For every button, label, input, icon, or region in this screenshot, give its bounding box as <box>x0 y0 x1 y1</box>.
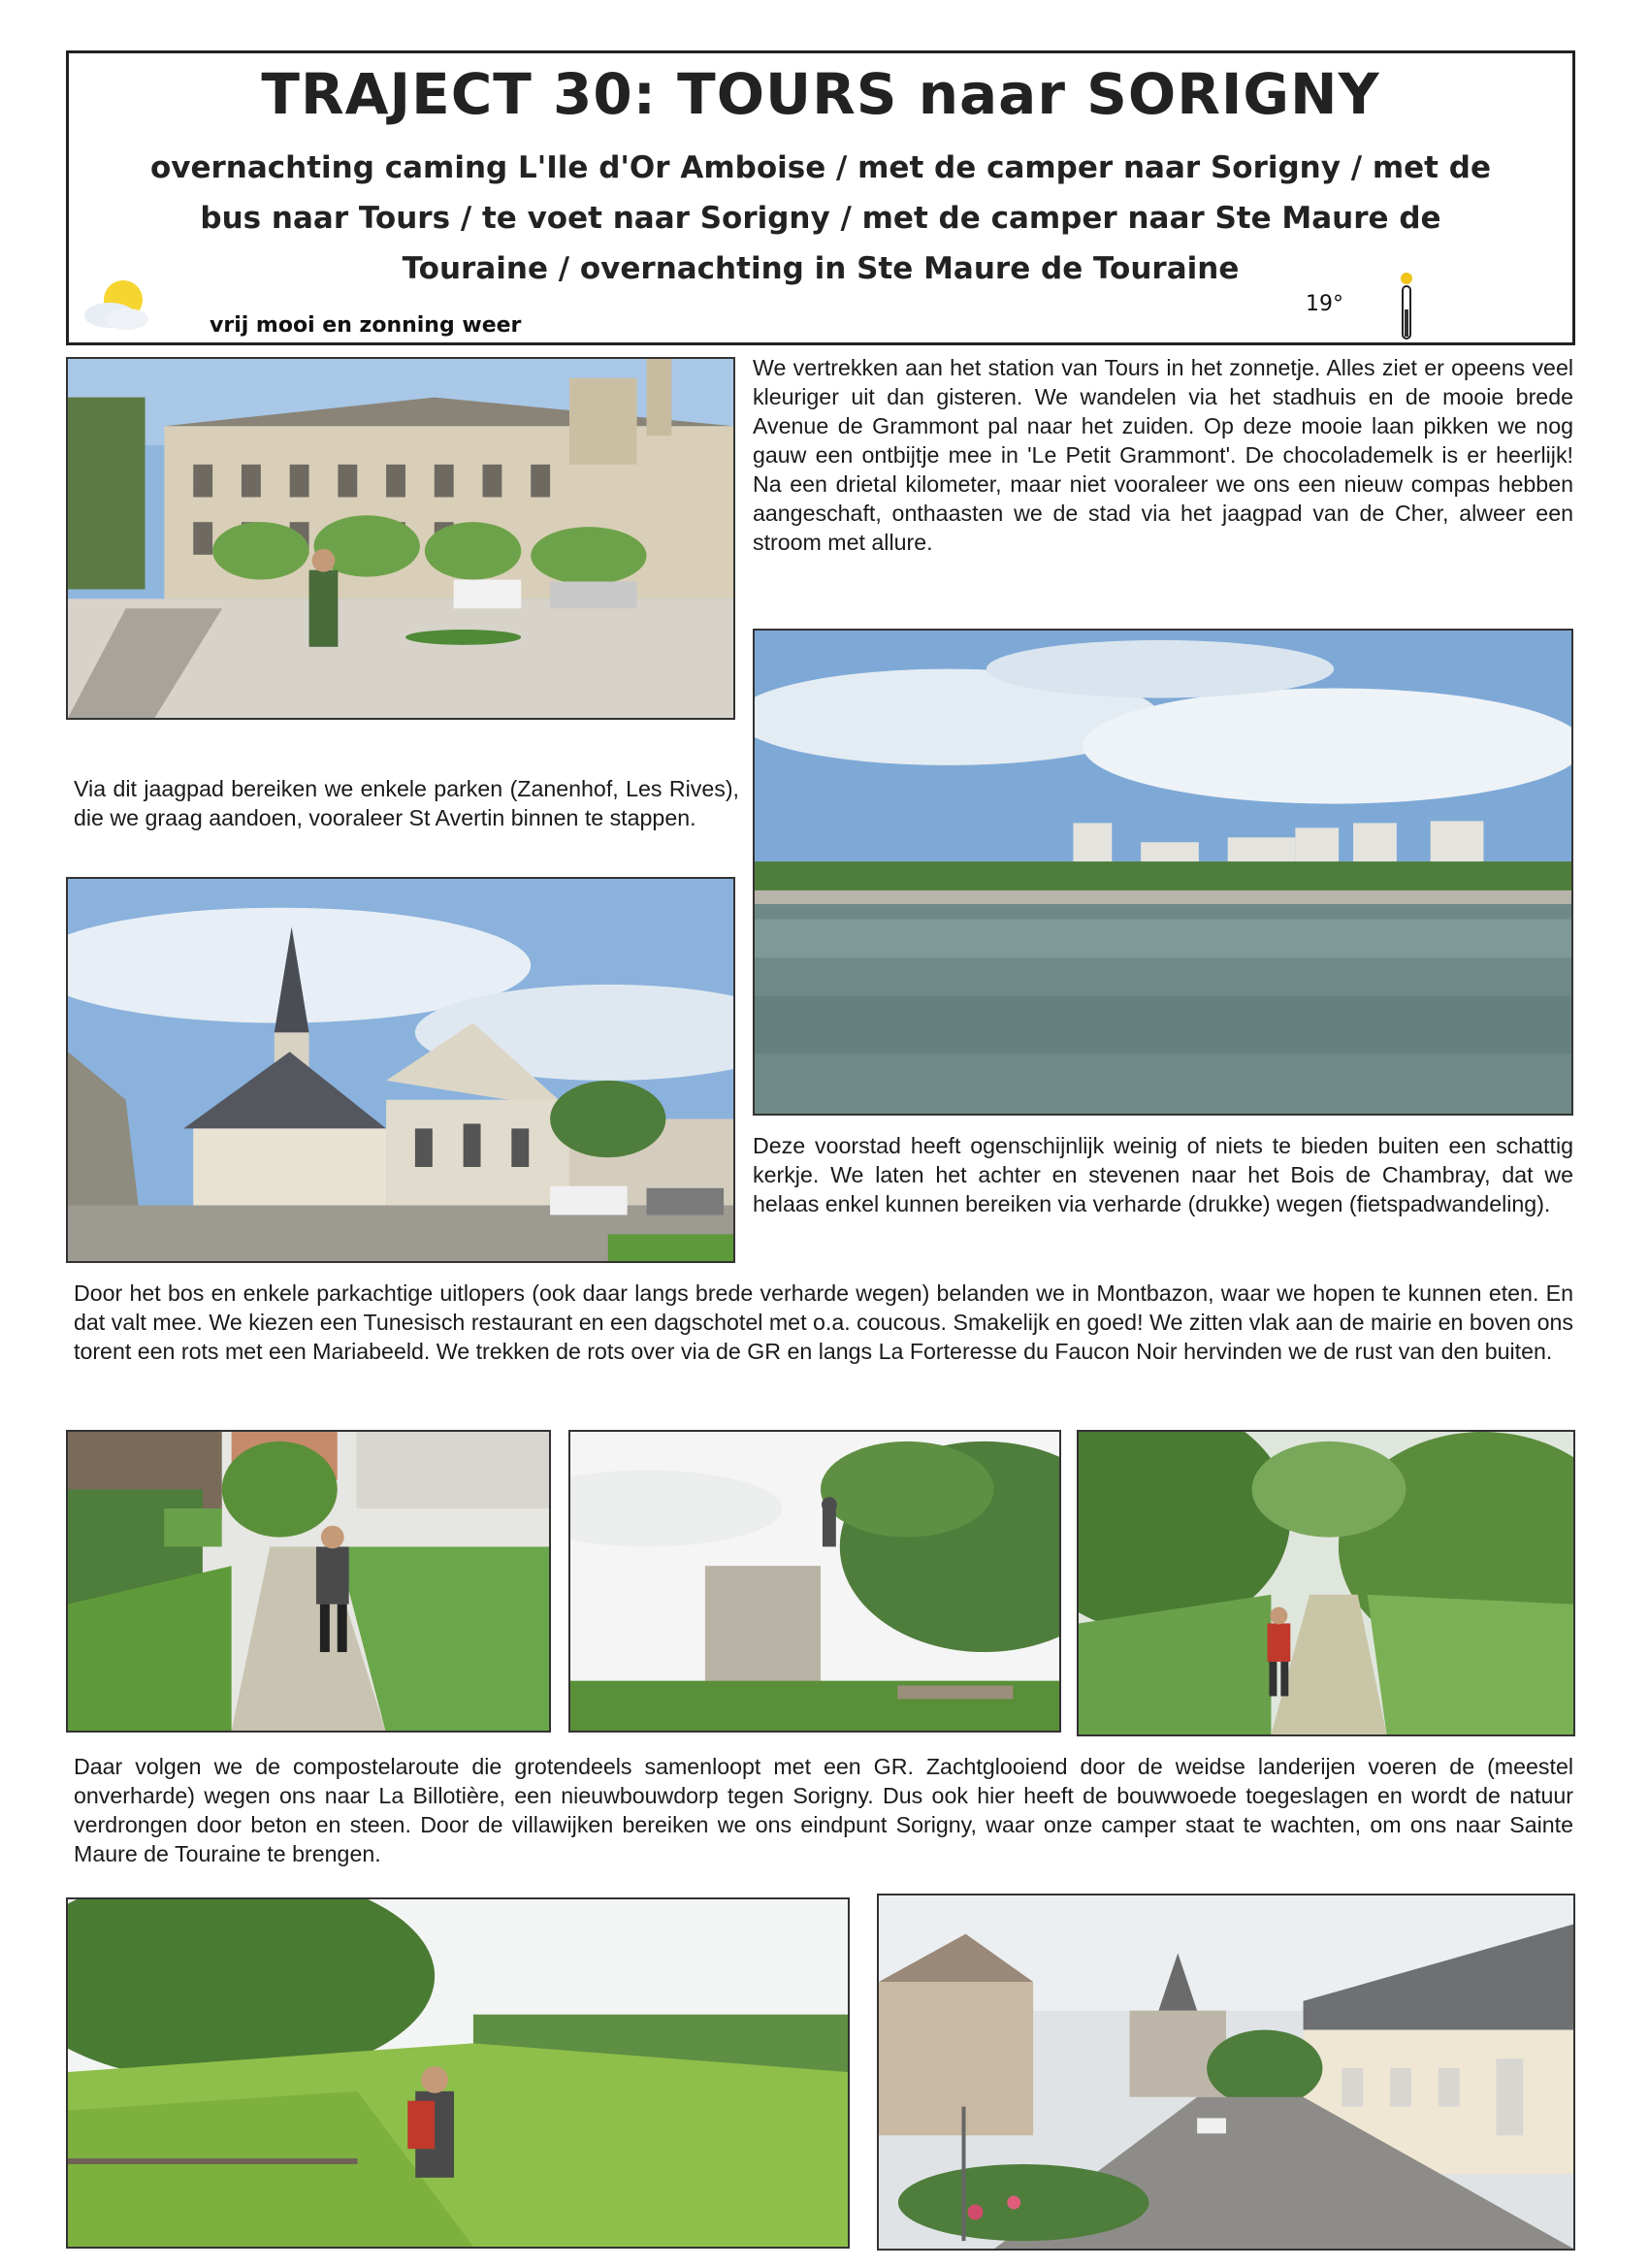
photo-meadow-hiker <box>66 1897 850 2249</box>
paragraph-departure: We vertrekken aan het station van Tours in het zonnetje. Alles ziet er opeens veel kleuriger uit dan gisteren. We wandelen via het stadhuis en de mooie brede Avenue de Grammont pal naar het zuiden. Op deze mooie laan pikken we nog gauw een ontbijtje mee in 'Le Petit Grammont'. De chocolademelk is er heerlijk! Na een drietal kilometer, maar niet vooraleer we ons een nieuw compas hebben aangeschaft, onthaasten we de stad via het jaagpad van de Cher, alweer een stroom met allure. <box>753 355 1573 555</box>
photo-church-st-avertin <box>66 877 735 1263</box>
paragraph-compostela-route: Daar volgen we de compostelaroute die grotendeels samenloopt met een GR. Zachtglooiend door de weidse landerijen voeren de (meestel onverharde) wegen ons naar La Billotière, een nieuwbouwdorp tegen Sorigny. Dus ook hier heeft de bouwwoede toegeslagen en wordt de natuur verdrongen door beton en steen. Door de villawijken bereiken we ons eindpunt Sorigny, waar onze camper staat te wachten, om ons naar Sainte Maure de Touraine te brengen. <box>74 1754 1573 1866</box>
page-title: TRAJECT 30: TOURS naar SORIGNY <box>261 61 1380 127</box>
page-subtitle: overnachting caming L'Ile d'Or Amboise / met de camper naar Sorigny / met de bus naar Tours / te voet naar Sorigny / met de camper naar Ste Maure de Touraine / overnachting in Ste Maure de Touraine <box>149 150 1492 286</box>
photo-fortress-faucon-noir <box>568 1430 1061 1733</box>
photo-sorigny-street <box>877 1894 1575 2251</box>
sun-cloud-icon <box>82 276 160 335</box>
photo-town-hall <box>66 357 735 720</box>
paragraph-suburb: Deze voorstad heeft ogenschijnlijk weinig of niets te bieden buiten een schattig kerkje. We laten het achter en stevenen naar het Bois de Chambray, dat we helaas enkel kunnen bereiken via verharde (drukke) wegen (fietspadwandeling). <box>753 1133 1573 1216</box>
photo-forest-trail <box>1077 1430 1575 1736</box>
header-box <box>66 50 1575 345</box>
thermometer-icon <box>1392 271 1421 344</box>
weather-description: vrij mooi en zonning weer <box>210 313 522 338</box>
paragraph-parks: Via dit jaagpad bereiken we enkele parken (Zanenhof, Les Rives), die we graag aandoen, vooraleer St Avertin binnen te stappen. <box>74 776 739 830</box>
photo-village-path <box>66 1430 551 1733</box>
temperature: 19° <box>1306 292 1343 316</box>
photo-river-cher <box>753 629 1573 1116</box>
paragraph-montbazon: Door het bos en enkele parkachtige uitlopers (ook daar langs brede verharde wegen) belanden we in Montbazon, waar we hopen te kunnen eten. En dat valt mee. We kiezen een Tunesisch restaurant en een dagschotel met o.a. coucous. Smakelijk en goed! We zitten vlak aan de mairie en boven ons torent een rots met een Mariabeeld. We trekken de rots over via de GR en langs La Forteresse du Faucon Noir hervinden we de rust van den buiten. <box>74 1280 1573 1364</box>
